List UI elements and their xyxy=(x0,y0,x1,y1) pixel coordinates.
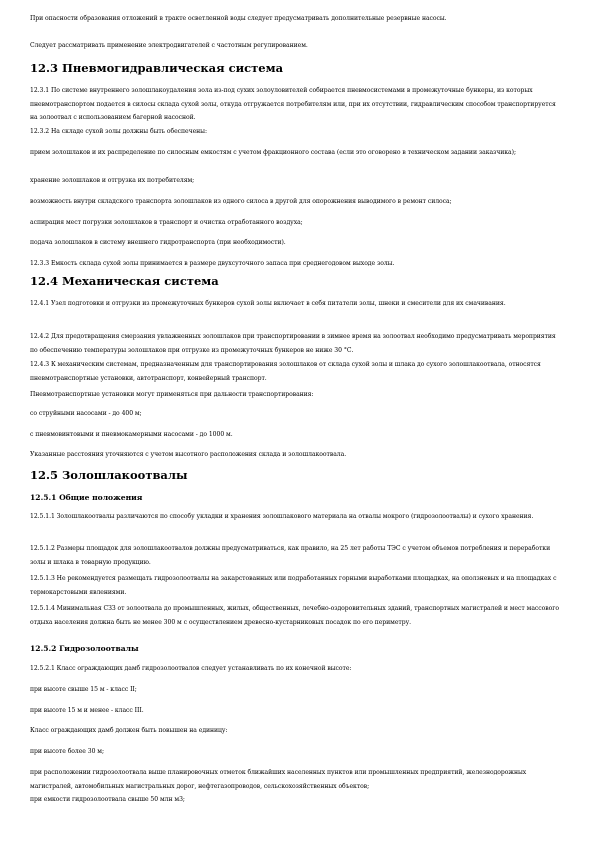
paragraph: 12.5.2.1 Класс ограждающих дамб гидрозолоотвалов следует устанавливать по их конечной высоте: xyxy=(30,665,352,672)
list-item: возможность внутри складского транспорта золошлаков из одного силоса в другой для опорожнения выводимого в ремонт силоса; xyxy=(30,198,452,205)
paragraph: 12.4.1 Узел подготовки и отгрузки из промежуточных бункеров сухой золы включает в себя питатели золы, шнеки и смесители для их смачивания. xyxy=(30,300,506,307)
section-heading: 12.3 Пневмогидравлическая система xyxy=(30,61,284,75)
list-item: подача золошлаков в систему внешнего гидротранспорта (при необходимости). xyxy=(30,239,286,246)
list-item: хранение золошлаков и отгрузка их потребителям; xyxy=(30,177,195,184)
list-item: при высоте более 30 м; xyxy=(30,748,104,755)
list-item: при высоте свыше 15 м - класс II; xyxy=(30,686,137,693)
paragraph: При опасности образования отложений в тракте осветленной воды следует предусматривать дополнительные резервные насосы. xyxy=(30,15,447,22)
list-item: с пневмовинтовыми и пневмокамерными насосами - до 1000 м. xyxy=(30,431,233,438)
section-heading: 12.4 Механическая система xyxy=(30,274,219,288)
paragraph: Пневмотранспортные установки могут применяться при дальности транспортирования: xyxy=(30,391,314,398)
paragraph: 12.5.1.1 Золошлакоотвалы различаются по способу укладки и хранения золошлакового материала на отвалы мокрого (гидрозолоотвалы) и сухого хранения. xyxy=(30,513,534,520)
paragraph: 12.4.3 К механическим системам, предназначенным для транспортирования золошлаков от склада сухой золы и шлака до сухого золошлакоотвала, относятся пневмотранспортные установки, автотранспорт, конвейерный транспорт. xyxy=(30,361,541,382)
list-item: при емкости гидрозолоотвала свыше 50 млн м3; xyxy=(30,796,185,803)
paragraph: Класс ограждающих дамб должен быть повышен на единицу: xyxy=(30,727,228,734)
paragraph: 12.5.1.3 Не рекомендуется размещать гидрозолоотвалы на закарстованных или подработанных горными выработками площадках, на оползневых и на площадках с термокарстовыми явлениями. xyxy=(30,575,557,596)
list-item: прием золошлаков и их распределение по силосным емкостям с учетом фракционного состава (если это оговорено в техническом задании заказчика); xyxy=(30,149,516,156)
paragraph: 12.3.1 По системе внутреннего золошлакоудаления зола из-под сухих золоуловителей собирается пневмосистемами в промежуточные бункеры, из которых пневмотранспортом подается в силосы склада сухой золы, откуда отгружается потребителям или, при их отсутствии, гидравлическим способом транспортируется на золоотвал с использованием багерной насосной. xyxy=(30,87,556,121)
section-heading: 12.5 Золошлакоотвалы xyxy=(30,468,188,482)
list-item: при расположении гидрозолоотвала выше планировочных отметок ближайших населенных пунктов или промышленных предприятий, железнодорожных магистралей, автомобильных магистральных дорог, нефтегазопроводов, сельскохозяйственных объектов; xyxy=(30,769,527,790)
paragraph: Следует рассматривать применение электродвигателей с частотным регулированием. xyxy=(30,42,308,49)
paragraph: 12.4.2 Для предотвращения смерзания увлажненных золошлаков при транспортировании в зимнее время на золоотвал необходимо предусматривать мероприятия по обеспечению температуры золошлаков при отгрузке из промежуточных бункеров не ниже 30 °С. xyxy=(30,333,556,354)
paragraph: Указанные расстояния уточняются с учетом высотного расположения склада и золошлакоотвала. xyxy=(30,451,347,458)
list-item: со струйными насосами - до 400 м; xyxy=(30,410,142,417)
list-item: аспирация мест погрузки золошлаков в транспорт и очистка отработанного воздуха; xyxy=(30,219,303,226)
paragraph: 12.5.1.4 Минимальная СЗЗ от золоотвала до промышленных, жилых, общественных, лечебно-оздоровительных зданий, транспортных магистралей и мест массового отдыха населения должна быть не менее 300 м с осуществлением древесно-кустарниковых посадок по его периметру. xyxy=(30,605,560,626)
paragraph: 12.3.3 Емкость склада сухой золы принимается в размере двухсуточного запаса при среднегодовом выходе золы. xyxy=(30,260,395,267)
subsection-heading: 12.5.2 Гидрозолоотвалы xyxy=(30,644,139,653)
paragraph: 12.3.2 На складе сухой золы должны быть обеспечены: xyxy=(30,128,207,135)
paragraph: 12.5.1.2 Размеры площадок для золошлакоотвалов должны предусматриваться, как правило, на 25 лет работы ТЭС с учетом объемов потребления и переработки золы и шлака в товарную продукцию. xyxy=(30,545,551,566)
list-item: при высоте 15 м и менее - класс III. xyxy=(30,707,144,714)
subsection-heading: 12.5.1 Общие положения xyxy=(30,493,143,502)
